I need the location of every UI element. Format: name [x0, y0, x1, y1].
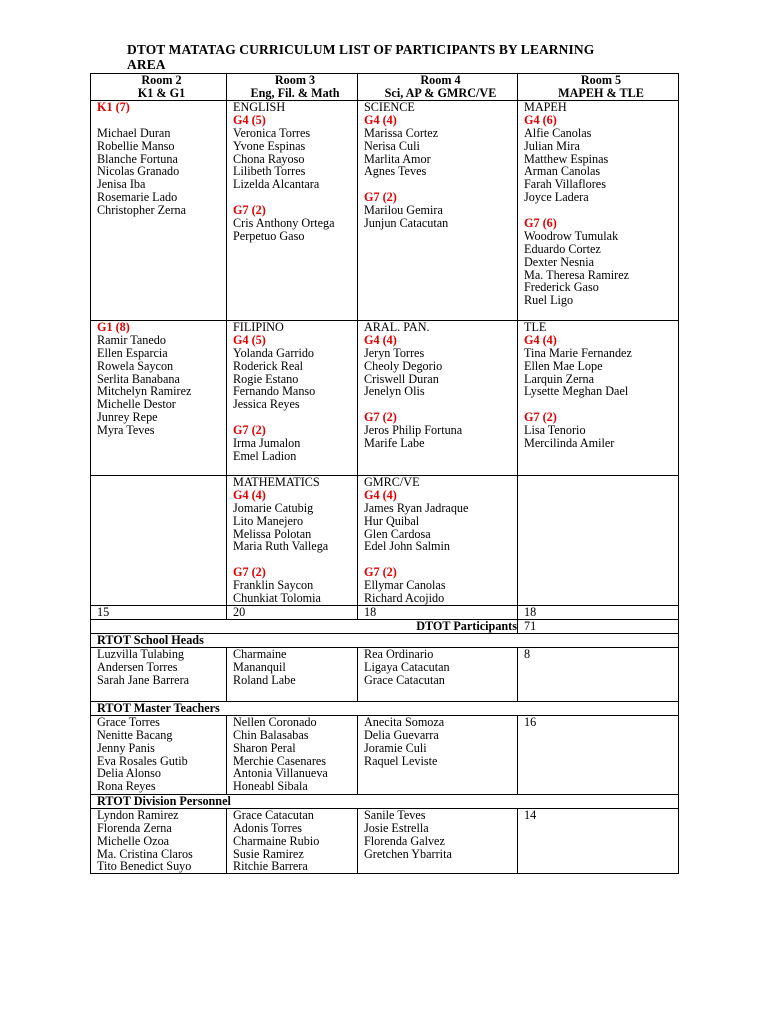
grade-label: G4 (6): [524, 112, 557, 127]
division-personnel-row: [91, 808, 679, 873]
cell-filipino: [227, 321, 358, 476]
total-room-4: 18: [358, 605, 518, 619]
participant-name: Nellen Coronado: [233, 715, 317, 729]
subject-label: GMRC/VE: [364, 475, 420, 489]
participant-name: Jenelyn Olis: [364, 384, 425, 399]
participant-name: Ramir Tanedo: [97, 332, 166, 347]
grade-label: G4 (4): [233, 487, 266, 502]
participant-name: Matthew Espinas: [524, 151, 609, 166]
participant-name: Mitchelyn Ramirez: [97, 384, 192, 399]
participant-name: Andersen Torres: [97, 659, 178, 674]
participant-name: Jenisa Iba: [97, 177, 146, 192]
participant-name: Frederick Gaso: [524, 280, 599, 295]
grade-label: G7 (2): [364, 190, 397, 205]
school-heads-col-1: [91, 647, 227, 701]
participant-name: Farah Villaflores: [524, 177, 606, 192]
participant-name: Glen Cardosa: [364, 526, 431, 541]
participant-name: Ligaya Catacutan: [364, 659, 450, 674]
total-room-3: 20: [227, 605, 358, 619]
participant-name: Michael Duran: [97, 125, 171, 140]
participant-name: Florenda Zerna: [97, 820, 172, 835]
subject-label: ENGLISH: [233, 100, 286, 114]
participant-name: Maria Ruth Vallega: [233, 539, 329, 554]
participant-name: Larquin Zerna: [524, 371, 595, 386]
participant-name: Rowela Saycon: [97, 358, 174, 373]
participant-name: Julian Mira: [524, 138, 580, 153]
participant-name: Perpetuo Gaso: [233, 228, 305, 243]
participant-name: Ritchie Barrera: [233, 859, 308, 874]
participant-name: Mananquil: [233, 659, 286, 674]
participant-name: Chunkiat Tolomia: [233, 591, 321, 606]
participant-name: Lyndon Ramirez: [97, 808, 179, 822]
header-room-3: Room 3 Eng, Fil. & Math: [227, 74, 358, 101]
school-heads-col-3: [358, 647, 518, 701]
participant-name: Junrey Repe: [97, 410, 158, 425]
cell-science: [358, 101, 518, 321]
grade-label: G7 (6): [524, 216, 557, 231]
participant-name: Irma Jumalon: [233, 436, 301, 451]
grade-label: G7 (2): [524, 410, 557, 425]
cell-aral-pan: [358, 321, 518, 476]
participant-name: Ma. Cristina Claros: [97, 846, 193, 861]
dtot-label: DTOT Participants: [91, 619, 518, 633]
subject-label: TLE: [524, 320, 547, 334]
participant-name: Agnes Teves: [364, 164, 427, 179]
participant-name: Jeryn Torres: [364, 345, 425, 360]
participant-name: Grace Catacutan: [233, 808, 314, 822]
participant-name: Joyce Ladera: [524, 190, 589, 205]
grade-label: G4 (4): [524, 332, 557, 347]
participant-name: Marissa Cortez: [364, 125, 439, 140]
participant-name: Woodrow Tumulak: [524, 228, 619, 243]
cell-k1: [91, 101, 227, 321]
subject-row-3: [91, 476, 679, 606]
section-division-personnel: [91, 794, 679, 808]
participant-name: Cris Anthony Ortega: [233, 216, 335, 231]
participant-name: Eva Rosales Gutib: [97, 753, 188, 768]
participant-name: Yvone Espinas: [233, 138, 306, 153]
participant-name: Raquel Leviste: [364, 753, 438, 768]
participant-name: Susie Ramirez: [233, 846, 304, 861]
subject-row-1: [91, 101, 679, 321]
school-heads-col-2: [227, 647, 358, 701]
cell-empty-room-5: [518, 476, 679, 606]
subject-label: ARAL. PAN.: [364, 320, 430, 334]
participant-name: Rea Ordinario: [364, 647, 434, 661]
participant-name: Arman Canolas: [524, 164, 601, 179]
subject-row-2: [91, 321, 679, 476]
participant-name: James Ryan Jadraque: [364, 500, 469, 515]
participant-name: Lizelda Alcantara: [233, 177, 320, 192]
subject-label: SCIENCE: [364, 100, 415, 114]
participant-name: Tina Marie Fernandez: [524, 345, 632, 360]
master-teachers-col-3: [358, 715, 518, 794]
participant-name: Jenny Panis: [97, 740, 155, 755]
participant-name: Ellen Esparcia: [97, 345, 168, 360]
master-teachers-col-1: [91, 715, 227, 794]
participant-name: Rogie Estano: [233, 371, 299, 386]
participant-name: Robellie Manso: [97, 138, 175, 153]
header-room-4: Room 4 Sci, AP & GMRC/VE: [358, 74, 518, 101]
participant-name: Melissa Polotan: [233, 526, 312, 541]
participant-name: Serlita Banabana: [97, 371, 180, 386]
participant-name: Michelle Destor: [97, 397, 176, 412]
cell-g1: [91, 321, 227, 476]
participant-name: Marlita Amor: [364, 151, 431, 166]
section-label: RTOT Master Teachers: [91, 701, 679, 715]
cell-gmrc-ve: [358, 476, 518, 606]
participant-name: Ma. Theresa Ramirez: [524, 267, 630, 282]
section-label: RTOT Division Personnel: [91, 794, 679, 808]
participant-name: Eduardo Cortez: [524, 241, 601, 256]
totals-row: [91, 605, 679, 619]
participant-name: Delia Alonso: [97, 766, 161, 781]
participant-name: Ruel Ligo: [524, 293, 574, 308]
participant-name: Ellymar Canolas: [364, 578, 446, 593]
participant-name: Fernando Manso: [233, 384, 316, 399]
dtot-row: [91, 619, 679, 633]
spacer: [97, 114, 226, 127]
participant-name: Junjun Catacutan: [364, 216, 449, 231]
cell-empty-room-2: [91, 476, 227, 606]
participant-name: Chona Rayoso: [233, 151, 305, 166]
document-title: DTOT MATATAG CURRICULUM LIST OF PARTICIPANTS BY LEARNING AREA: [127, 42, 595, 72]
division-personnel-col-2: [227, 808, 358, 873]
grade-label: G7 (2): [233, 565, 266, 580]
section-master-teachers: [91, 701, 679, 715]
participant-name: Sarah Jane Barrera: [97, 672, 190, 687]
participant-name: Nenitte Bacang: [97, 727, 173, 742]
participant-name: Rosemarie Lado: [97, 190, 178, 205]
participant-name: Lysette Meghan Dael: [524, 384, 629, 399]
section-school-heads: [91, 633, 679, 647]
grade-label: G4 (4): [364, 487, 397, 502]
participants-table: [90, 73, 679, 874]
grade-label: G7 (2): [364, 565, 397, 580]
master-teachers-count: 16: [518, 715, 679, 794]
cell-tle: [518, 321, 679, 476]
participant-name: Gretchen Ybarrita: [364, 846, 452, 861]
cell-mapeh: [518, 101, 679, 321]
participant-name: Ellen Mae Lope: [524, 358, 603, 373]
participant-name: Josie Estrella: [364, 820, 429, 835]
division-personnel-col-1: [91, 808, 227, 873]
participant-name: Veronica Torres: [233, 125, 311, 140]
participant-name: Richard Acojido: [364, 591, 445, 606]
participant-name: Lito Manejero: [233, 513, 304, 528]
grade-label: G7 (2): [233, 203, 266, 218]
participant-name: Delia Guevarra: [364, 727, 439, 742]
participant-name: Criswell Duran: [364, 371, 439, 386]
participant-name: Cheoly Degorio: [364, 358, 443, 373]
participant-name: Luzvilla Tulabing: [97, 647, 185, 661]
participant-name: Emel Ladion: [233, 448, 297, 463]
participant-name: Grace Torres: [97, 715, 160, 729]
division-personnel-col-3: [358, 808, 518, 873]
participant-name: Joramie Culi: [364, 740, 427, 755]
school-heads-count: 8: [518, 647, 679, 701]
participant-name: Yolanda Garrido: [233, 345, 315, 360]
cell-mathematics: [227, 476, 358, 606]
participant-name: Roland Labe: [233, 672, 296, 687]
grade-label: K1 (7): [97, 100, 130, 114]
participant-name: Chin Balasabas: [233, 727, 309, 742]
school-heads-row: [91, 647, 679, 701]
participant-name: Michelle Ozoa: [97, 833, 170, 848]
master-teachers-col-2: [227, 715, 358, 794]
participant-name: Florenda Galvez: [364, 833, 445, 848]
total-room-5: 18: [518, 605, 679, 619]
participant-name: Charmaine Rubio: [233, 833, 320, 848]
header-room-2: Room 2 K1 & G1: [91, 74, 227, 101]
participant-name: Sharon Peral: [233, 740, 296, 755]
participant-name: Blanche Fortuna: [97, 151, 178, 166]
participant-name: Adonis Torres: [233, 820, 302, 835]
participant-name: Jeros Philip Fortuna: [364, 423, 463, 438]
dtot-value: 71: [518, 619, 679, 633]
header-room-5: Room 5 MAPEH & TLE: [518, 74, 679, 101]
cell-english: [227, 101, 358, 321]
participant-name: Jomarie Catubig: [233, 500, 314, 515]
header-row: [91, 74, 679, 101]
subject-label: MATHEMATICS: [233, 475, 320, 489]
participant-name: Alfie Canolas: [524, 125, 592, 140]
grade-label: G4 (5): [233, 112, 266, 127]
participant-name: Charmaine: [233, 647, 287, 661]
subject-label: FILIPINO: [233, 320, 284, 334]
participant-name: Jessica Reyes: [233, 397, 300, 412]
participant-name: Edel John Salmin: [364, 539, 450, 554]
participant-name: Merchie Casenares: [233, 753, 327, 768]
grade-label: G1 (8): [97, 320, 130, 334]
participant-name: Lilibeth Torres: [233, 164, 306, 179]
grade-label: G4 (4): [364, 332, 397, 347]
grade-label: G4 (5): [233, 332, 266, 347]
participant-name: Antonia Villanueva: [233, 766, 328, 781]
grade-label: G4 (4): [364, 112, 397, 127]
participant-name: Nerisa Culi: [364, 138, 420, 153]
division-personnel-count: 14: [518, 808, 679, 873]
participant-name: Grace Catacutan: [364, 672, 445, 687]
participant-name: Franklin Saycon: [233, 578, 314, 593]
grade-label: G7 (2): [233, 423, 266, 438]
participant-name: Hur Quibal: [364, 513, 420, 528]
grade-label: G7 (2): [364, 410, 397, 425]
participant-name: Honeabl Sibala: [233, 779, 308, 794]
participant-name: Marilou Gemira: [364, 203, 443, 218]
participant-name: Christopher Zerna: [97, 203, 187, 218]
master-teachers-row: [91, 715, 679, 794]
participant-name: Anecita Somoza: [364, 715, 445, 729]
total-room-2: 15: [91, 605, 227, 619]
subject-label: MAPEH: [524, 100, 567, 114]
section-label: RTOT School Heads: [91, 633, 679, 647]
participant-name: Marife Labe: [364, 436, 425, 451]
participant-name: Sanile Teves: [364, 808, 426, 822]
participant-name: Rona Reyes: [97, 779, 156, 794]
participant-name: Dexter Nesnia: [524, 254, 595, 269]
participant-name: Roderick Real: [233, 358, 304, 373]
participant-name: Myra Teves: [97, 423, 155, 438]
participant-name: Nicolas Granado: [97, 164, 180, 179]
participant-name: Lisa Tenorio: [524, 423, 586, 438]
participant-name: Tito Benedict Suyo: [97, 859, 192, 874]
participant-name: Mercilinda Amiler: [524, 436, 615, 451]
